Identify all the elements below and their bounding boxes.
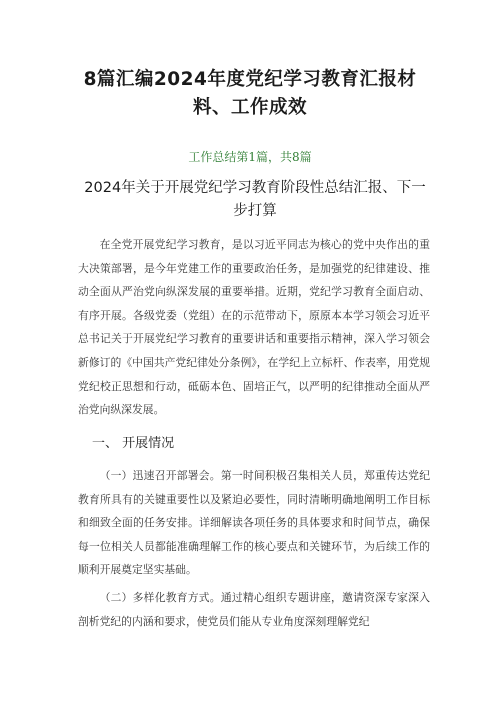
section-1-paragraph-1: （一）迅速召开部署会。第一时间积极召集相关人员，郑重传达党纪教育所具有的关键重要性以及紧迫必要性，同时清晰明确地阐明工作目标和细致全面的任务安排。详细解读各项任务的具体要求和时间节点，确保每一位相关人员都能准确理解工作的核心要点和关键环节，为后续工作的顺利开展奠定坚实基础。 (78, 469, 430, 577)
article-title (70, 177, 440, 223)
section-heading-1: 一、 开展情况 (92, 436, 175, 451)
section-1-paragraph-2: （二）多样化教育方式。通过精心组织专题讲座，邀请资深专家深入剖析党纪的内涵和要求，使党员们能从专业角度深刻理解党纪 (78, 591, 430, 628)
intro-paragraph: 在全党开展党纪学习教育，是以习近平同志为核心的党中央作出的重大决策部署，是今年党建工作的重要政治任务，是加强党的纪律建设、推动全面从严治党向纵深发展的重要举措。近期，党纪学习教育全面启动、有序开展。各级党委（党组）在的示范带动下，原原本本学习领会习近平总书记关于开展党纪学习教育的重要讲话和重要指示精神，深入学习领会新修订的《中国共产党纪律处分条例》，在学纪上立标杆、作表率，用党规党纪校正思想和行动，砥砺本色、固培正气，以严明的纪律推动全面从严治党向纵深发展。 (78, 238, 430, 417)
article-title-line-1: 2024年关于开展党纪学习教育阶段性总结汇报、下一 (84, 180, 426, 196)
chapter-tag: 工作总结第1篇，共8篇 (188, 150, 312, 164)
document-title-line-1: 8篇汇编2024年度党纪学习教育汇报材 (83, 69, 417, 90)
article-title-line-2: 步打算 (233, 203, 277, 219)
document-title-line-2: 料、工作成效 (192, 97, 307, 118)
document-title (80, 66, 420, 122)
